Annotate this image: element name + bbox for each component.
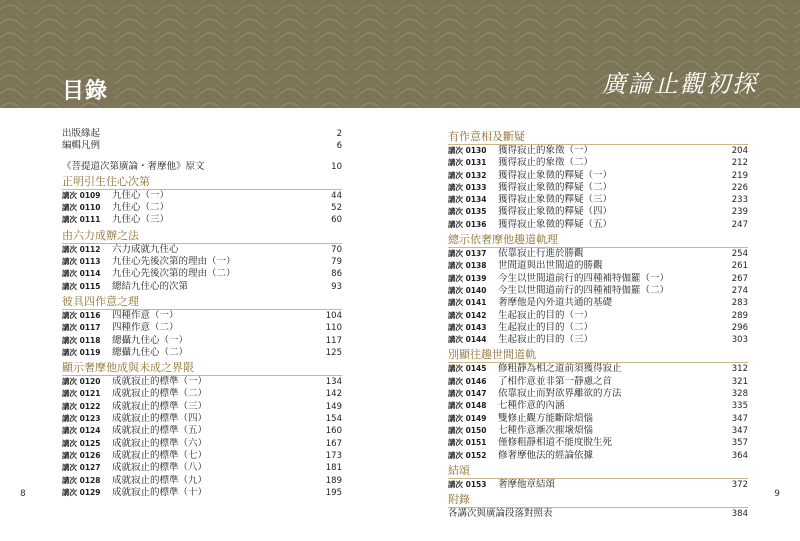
- entry-title: 九住心（一）: [112, 189, 170, 201]
- lecture-code: 講次 0122: [62, 401, 101, 411]
- entry-title: 總攝九住心（二）: [112, 346, 189, 358]
- toc-entry[interactable]: [448, 285, 748, 297]
- toc-entry[interactable]: [62, 401, 342, 413]
- entry-page-number: 189: [325, 475, 342, 486]
- entry-title: 九住心先後次第的理由（一）: [112, 256, 236, 268]
- entry-page-number: 125: [325, 347, 342, 358]
- toc-entry[interactable]: [448, 194, 748, 206]
- entry-page-number: 328: [731, 389, 748, 400]
- entry-title: 六力成就九住心: [112, 243, 179, 255]
- toc-entry[interactable]: [448, 363, 748, 375]
- toc-entry[interactable]: [62, 425, 342, 437]
- toc-entry[interactable]: [448, 170, 748, 182]
- entry-title: 奢摩他是內外道共通的基礎: [498, 297, 613, 309]
- toc-entry[interactable]: [62, 190, 342, 202]
- lecture-code: 講次 0148: [448, 401, 487, 411]
- toc-entry[interactable]: [62, 268, 342, 280]
- lecture-code: 講次 0115: [62, 281, 101, 291]
- entry-page-number: 195: [325, 487, 342, 498]
- entry-page-number: 93: [331, 281, 342, 292]
- entry-title: 成就寂止的標準（一）: [112, 376, 208, 388]
- lecture-code: 講次 0130: [448, 146, 487, 155]
- entry-title: 成就寂止的標準（四）: [112, 413, 208, 425]
- entry-page-number: 154: [325, 414, 342, 425]
- entry-title: 修奢摩他法的經論依據: [498, 449, 594, 461]
- entry-page-number: 247: [731, 219, 748, 230]
- entry-title: 七種作意的內涵: [498, 400, 565, 412]
- entry-page-number: 303: [731, 335, 748, 346]
- lecture-code: 講次 0151: [448, 438, 487, 448]
- entry-page-number: 181: [325, 463, 342, 474]
- entry-page-number: 117: [325, 335, 342, 346]
- entry-page-number: 160: [325, 426, 342, 437]
- lecture-code: 講次 0109: [62, 190, 101, 200]
- toc-entry[interactable]: [448, 450, 748, 462]
- entry-page-number: 173: [325, 450, 342, 461]
- toc-entry[interactable]: [62, 256, 342, 268]
- toc-entry[interactable]: [448, 334, 748, 346]
- section-heading: 別顯往趣世間道軌: [448, 347, 748, 363]
- lecture-code: 講次 0117: [62, 323, 101, 333]
- lecture-code: 講次 0111: [62, 215, 101, 225]
- lecture-code: 講次 0134: [448, 195, 487, 205]
- entry-page-number: 60: [331, 215, 342, 226]
- toc-entry[interactable]: [448, 400, 748, 412]
- lecture-code: 講次 0123: [62, 414, 101, 424]
- entry-title: 四種作意（二）: [112, 322, 179, 334]
- entry-title: 九住心（三）: [112, 214, 170, 226]
- toc-entry[interactable]: [62, 475, 342, 487]
- entry-page-number: 79: [331, 257, 342, 268]
- lecture-code: 講次 0133: [448, 182, 487, 192]
- entry-title: 世間道與出世間道的勝觀: [498, 260, 603, 272]
- entry-page-number: 233: [731, 195, 748, 206]
- entry-page-number: 70: [331, 244, 342, 255]
- entry-title: 生起寂止的目的（三）: [498, 334, 594, 346]
- lecture-code: 講次 0127: [62, 463, 101, 473]
- entry-page-number: 167: [325, 438, 342, 449]
- entry-page-number: 149: [325, 401, 342, 412]
- entry-page-number: 267: [731, 273, 748, 284]
- entry-title: 九住心（二）: [112, 202, 170, 214]
- lecture-code: 講次 0135: [448, 207, 487, 217]
- toc-entry[interactable]: [62, 140, 342, 152]
- lecture-code: 講次 0114: [62, 269, 101, 279]
- entry-title: 各講次與廣論段落對照表: [448, 508, 553, 520]
- lecture-code: 講次 0140: [448, 285, 487, 295]
- entry-page-number: 212: [731, 158, 748, 169]
- entry-title: 獲得寂止象徵的釋疑（五）: [498, 218, 613, 230]
- entry-page-number: 261: [731, 261, 748, 272]
- book-series-title: 廣論止觀初探: [602, 70, 758, 98]
- lecture-code: 講次 0144: [448, 335, 487, 345]
- entry-page-number: 364: [731, 450, 748, 461]
- entry-title: 總結九住心的次第: [112, 280, 189, 292]
- entry-page-number: 134: [325, 377, 342, 388]
- entry-page-number: 283: [731, 298, 748, 309]
- lecture-code: 講次 0150: [448, 425, 487, 435]
- lecture-code: 講次 0129: [62, 487, 101, 497]
- entry-title: 獲得寂止的象徵（二）: [498, 157, 594, 169]
- toc-entry[interactable]: [62, 487, 342, 499]
- entry-title: 獲得寂止象徵的釋疑（四）: [498, 206, 613, 218]
- entry-title: 今生以世間道前行的四種補特伽羅（二）: [498, 284, 670, 296]
- lecture-code: 講次 0149: [448, 413, 487, 423]
- toc-entry[interactable]: [62, 388, 342, 400]
- entry-page-number: 6: [336, 141, 342, 152]
- lecture-code: 講次 0118: [62, 335, 101, 345]
- toc-entry[interactable]: [62, 244, 342, 256]
- entry-page-number: 347: [731, 425, 748, 436]
- section-heading: 結頌: [448, 463, 748, 479]
- entry-title: 編輯凡例: [62, 140, 101, 152]
- lecture-code: 講次 0124: [62, 426, 101, 436]
- entry-page-number: 86: [331, 269, 342, 280]
- lecture-code: 講次 0139: [448, 273, 487, 283]
- entry-page-number: 335: [731, 401, 748, 412]
- lecture-code: 講次 0116: [62, 310, 101, 320]
- entry-title: 雙修止觀方能斷除煩惱: [498, 412, 594, 424]
- toc-entry[interactable]: [62, 347, 342, 359]
- entry-title: 依靠寂止而對欲界離欲的方法: [498, 388, 622, 400]
- toc-entry[interactable]: [448, 388, 748, 400]
- section-heading: 總示依奢摩他趣道軌理: [448, 232, 748, 248]
- section-heading: 有作意相及斷疑: [448, 129, 748, 145]
- lecture-code: 講次 0136: [448, 219, 487, 229]
- lecture-code: 講次 0143: [448, 322, 487, 332]
- entry-page-number: 52: [331, 203, 342, 214]
- lecture-code: 講次 0119: [62, 347, 101, 357]
- entry-page-number: 357: [731, 438, 748, 449]
- lecture-code: 講次 0147: [448, 389, 487, 399]
- entry-page-number: 2: [336, 129, 342, 139]
- entry-title: 僅修粗靜相道不能度脫生死: [498, 437, 613, 449]
- section-heading: 正明引生住心次第: [62, 174, 342, 190]
- entry-page-number: 142: [325, 389, 342, 400]
- entry-page-number: 289: [731, 310, 748, 321]
- lecture-code: 講次 0128: [62, 475, 101, 485]
- entry-page-number: 321: [731, 376, 748, 387]
- lecture-code: 講次 0120: [62, 377, 101, 387]
- entry-page-number: 110: [325, 323, 342, 334]
- lecture-code: 講次 0126: [62, 450, 101, 460]
- toc-entry[interactable]: [448, 479, 748, 491]
- lecture-code: 講次 0152: [448, 450, 487, 460]
- entry-title: 成就寂止的標準（十）: [112, 486, 208, 498]
- entry-title: 成就寂止的標準（七）: [112, 449, 208, 461]
- lecture-code: 講次 0125: [62, 438, 101, 448]
- entry-page-number: 254: [731, 249, 748, 260]
- section-heading: 顯示奢摩他成與未成之界限: [62, 360, 342, 376]
- entry-title: 七種作意漸次摧壞煩惱: [498, 424, 594, 436]
- entry-title: 《菩提道次第廣論・奢摩他》原文: [62, 160, 205, 172]
- lecture-code: 講次 0142: [448, 310, 487, 320]
- toc-entry[interactable]: [448, 219, 748, 231]
- toc-entry[interactable]: [448, 322, 748, 334]
- entry-page-number: 204: [731, 146, 748, 156]
- entry-page-number: 10: [331, 161, 342, 172]
- toc-left-column: [62, 128, 342, 499]
- toc-entry[interactable]: [448, 508, 748, 520]
- toc-entry[interactable]: [448, 182, 748, 194]
- section-heading: 彼具四作意之理: [62, 294, 342, 310]
- entry-title: 生起寂止的目的（一）: [498, 309, 594, 321]
- entry-page-number: 312: [731, 364, 748, 375]
- entry-title: 四種作意（一）: [112, 309, 179, 321]
- toc-entry[interactable]: [62, 214, 342, 226]
- entry-title: 獲得寂止象徵的釋疑（一）: [498, 169, 613, 181]
- entry-page-number: 296: [731, 322, 748, 333]
- entry-page-number: 372: [731, 479, 748, 490]
- lecture-code: 講次 0141: [448, 298, 487, 308]
- toc-entry[interactable]: [448, 310, 748, 322]
- entry-title: 獲得寂止象徵的釋疑（二）: [498, 181, 613, 193]
- entry-title: 獲得寂止象徵的釋疑（三）: [498, 194, 613, 206]
- page-title: 目錄: [62, 79, 109, 104]
- toc-entry[interactable]: [62, 413, 342, 425]
- toc-right-column: [448, 128, 748, 520]
- entry-page-number: 219: [731, 170, 748, 181]
- page-number-left: 8: [20, 489, 26, 499]
- entry-page-number: 239: [731, 207, 748, 218]
- toc-entry[interactable]: [448, 260, 748, 272]
- lecture-code: 講次 0113: [62, 257, 101, 267]
- toc-entry[interactable]: [62, 376, 342, 388]
- toc-entry[interactable]: [448, 297, 748, 309]
- entry-title: 生起寂止的目的（二）: [498, 321, 594, 333]
- entry-title: 獲得寂止的象徵（一）: [498, 145, 594, 156]
- toc-entry[interactable]: [448, 437, 748, 449]
- lecture-code: 講次 0112: [62, 244, 101, 254]
- entry-title: 今生以世間道前行的四種補特伽羅（一）: [498, 272, 670, 284]
- toc-entry[interactable]: [62, 202, 342, 214]
- toc-entry[interactable]: [62, 450, 342, 462]
- section-heading: 由六力成辦之法: [62, 228, 342, 244]
- lecture-code: 講次 0153: [448, 479, 487, 489]
- page-number-right: 9: [774, 489, 780, 499]
- entry-title: 總攝九住心（一）: [112, 334, 189, 346]
- toc-entry[interactable]: [62, 438, 342, 450]
- section-heading: 附錄: [448, 492, 748, 508]
- entry-page-number: 104: [325, 310, 342, 321]
- toc-entry[interactable]: [448, 157, 748, 169]
- toc-entry[interactable]: [62, 322, 342, 334]
- toc-entry[interactable]: [62, 335, 342, 347]
- entry-title: 成就寂止的標準（八）: [112, 462, 208, 474]
- lecture-code: 講次 0121: [62, 389, 101, 399]
- toc-entry[interactable]: [448, 425, 748, 437]
- header-banner: [0, 0, 800, 108]
- entry-page-number: 274: [731, 285, 748, 296]
- toc-entry[interactable]: [448, 248, 748, 260]
- entry-title: 成就寂止的標準（三）: [112, 400, 208, 412]
- entry-page-number: 226: [731, 182, 748, 193]
- toc-entry[interactable]: [448, 206, 748, 218]
- lecture-code: 講次 0145: [448, 364, 487, 374]
- entry-page-number: 44: [331, 190, 342, 201]
- toc-entry[interactable]: [62, 128, 342, 140]
- entry-title: 修粗靜為相之道前須獲得寂止: [498, 363, 622, 375]
- lecture-code: 講次 0146: [448, 376, 487, 386]
- entry-title: 成就寂止的標準（五）: [112, 425, 208, 437]
- lecture-code: 講次 0131: [448, 158, 487, 168]
- toc-entry[interactable]: [62, 462, 342, 474]
- toc-entry[interactable]: [448, 376, 748, 388]
- entry-title: 奢摩他章結頌: [498, 478, 556, 490]
- lecture-code: 講次 0132: [448, 170, 487, 180]
- entry-title: 九住心先後次第的理由（二）: [112, 268, 236, 280]
- toc-entry[interactable]: [448, 413, 748, 425]
- entry-title: 成就寂止的標準（六）: [112, 437, 208, 449]
- lecture-code: 講次 0110: [62, 203, 101, 213]
- lecture-code: 講次 0138: [448, 261, 487, 271]
- toc-entry[interactable]: [448, 145, 748, 157]
- entry-title: 成就寂止的標準（二）: [112, 388, 208, 400]
- lecture-code: 講次 0137: [448, 249, 487, 259]
- entry-page-number: 384: [731, 509, 748, 520]
- toc-entry[interactable]: [62, 310, 342, 322]
- entry-title: 依靠寂止行進於勝觀: [498, 248, 584, 260]
- toc-entry[interactable]: [62, 281, 342, 293]
- entry-title: 成就寂止的標準（九）: [112, 474, 208, 486]
- toc-entry[interactable]: [62, 161, 342, 173]
- entry-page-number: 347: [731, 413, 748, 424]
- entry-title: 了相作意並非第一靜慮之首: [498, 375, 613, 387]
- entry-title: 出版緣起: [62, 128, 101, 139]
- toc-entry[interactable]: [448, 273, 748, 285]
